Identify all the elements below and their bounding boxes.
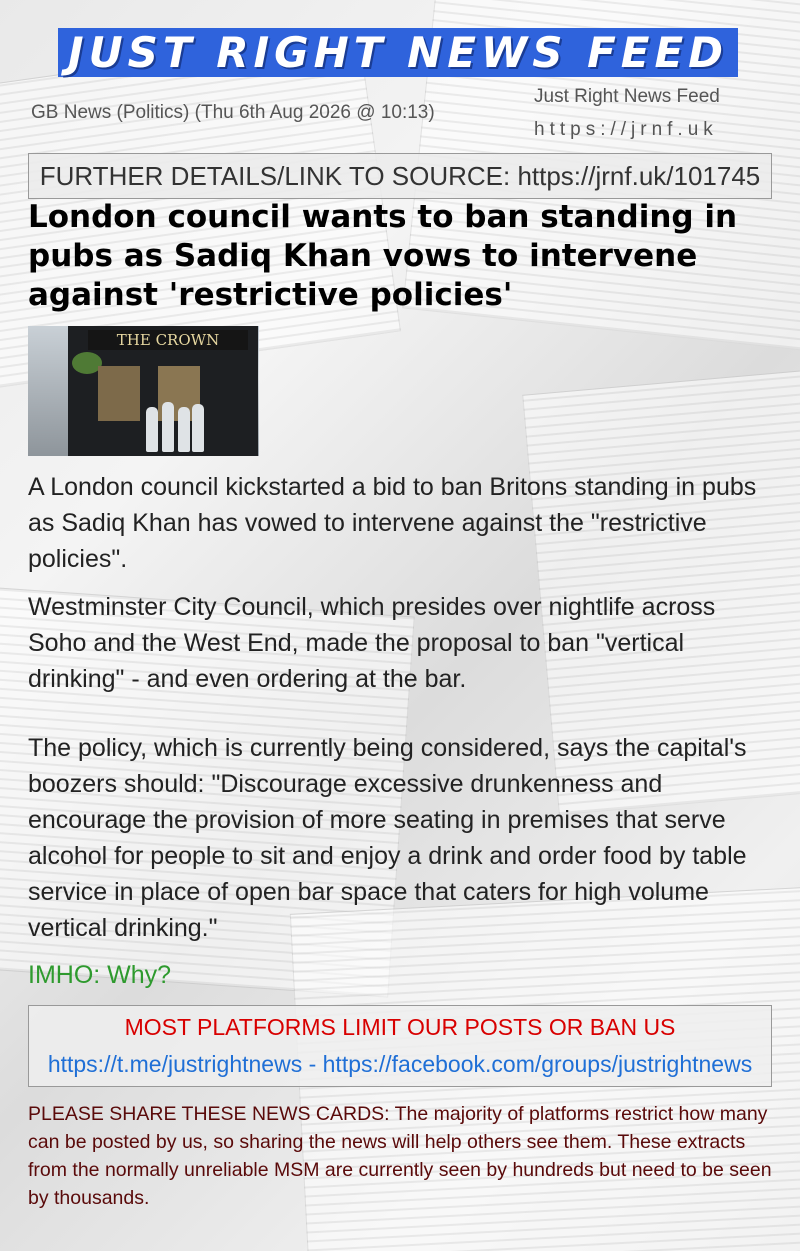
article-headline: London council wants to ban standing in pubs as Sadiq Khan vows to intervene against 'restrictive policies' [28,199,738,313]
site-banner [58,28,738,77]
brand-url[interactable]: https://jrnf.uk [534,119,718,140]
photo-window [98,366,140,421]
platform-notice [28,1005,772,1087]
source-and-date: GB News (Politics) (Thu 6th Aug 2026 @ 10:13) [31,102,435,123]
photo-street [28,326,68,456]
editor-comment: IMHO: Why? [28,961,172,989]
photo-person [178,407,190,452]
social-links[interactable]: https://t.me/justrightnews - https://facebook.com/groups/justrightnews [47,1051,753,1077]
brand-name: Just Right News Feed [534,86,720,107]
photo-person [146,407,158,452]
share-notice: PLEASE SHARE THESE NEWS CARDS: The majority of platforms restrict how many can be posted by us, so sharing the news will help others see them. These extracts from the normally unreliable MSM are currently seen by hundreds but need to be seen by thousands. [28,1103,772,1209]
source-link[interactable]: FURTHER DETAILS/LINK TO SOURCE: https://jrnf.uk/101745 [28,153,772,199]
photo-pub-sign: THE CROWN [88,330,248,350]
banner-title: JUST RIGHT NEWS FEED [58,28,738,77]
photo-person [162,402,174,452]
platform-warning: MOST PLATFORMS LIMIT OUR POSTS OR BAN US [124,1014,676,1040]
article-paragraph: A London council kickstarted a bid to ban Britons standing in pubs as Sadiq Khan has vowed to intervene against the "restrictive policies". [28,473,757,573]
article-paragraph: Westminster City Council, which presides over nightlife across Soho and the West End, made the proposal to ban "vertical drinking" - and even ordering at the bar. [28,593,716,693]
article-photo [28,326,259,456]
article-paragraph: The policy, which is currently being considered, says the capital's boozers should: "Discourage excessive drunkenness and encourage the provision of more seating in premises that serve alcohol for people to sit and enjoy a drink and order food by table service in place of open bar space that caters for high volume vertical drinking." [28,734,747,942]
photo-person [192,404,204,452]
